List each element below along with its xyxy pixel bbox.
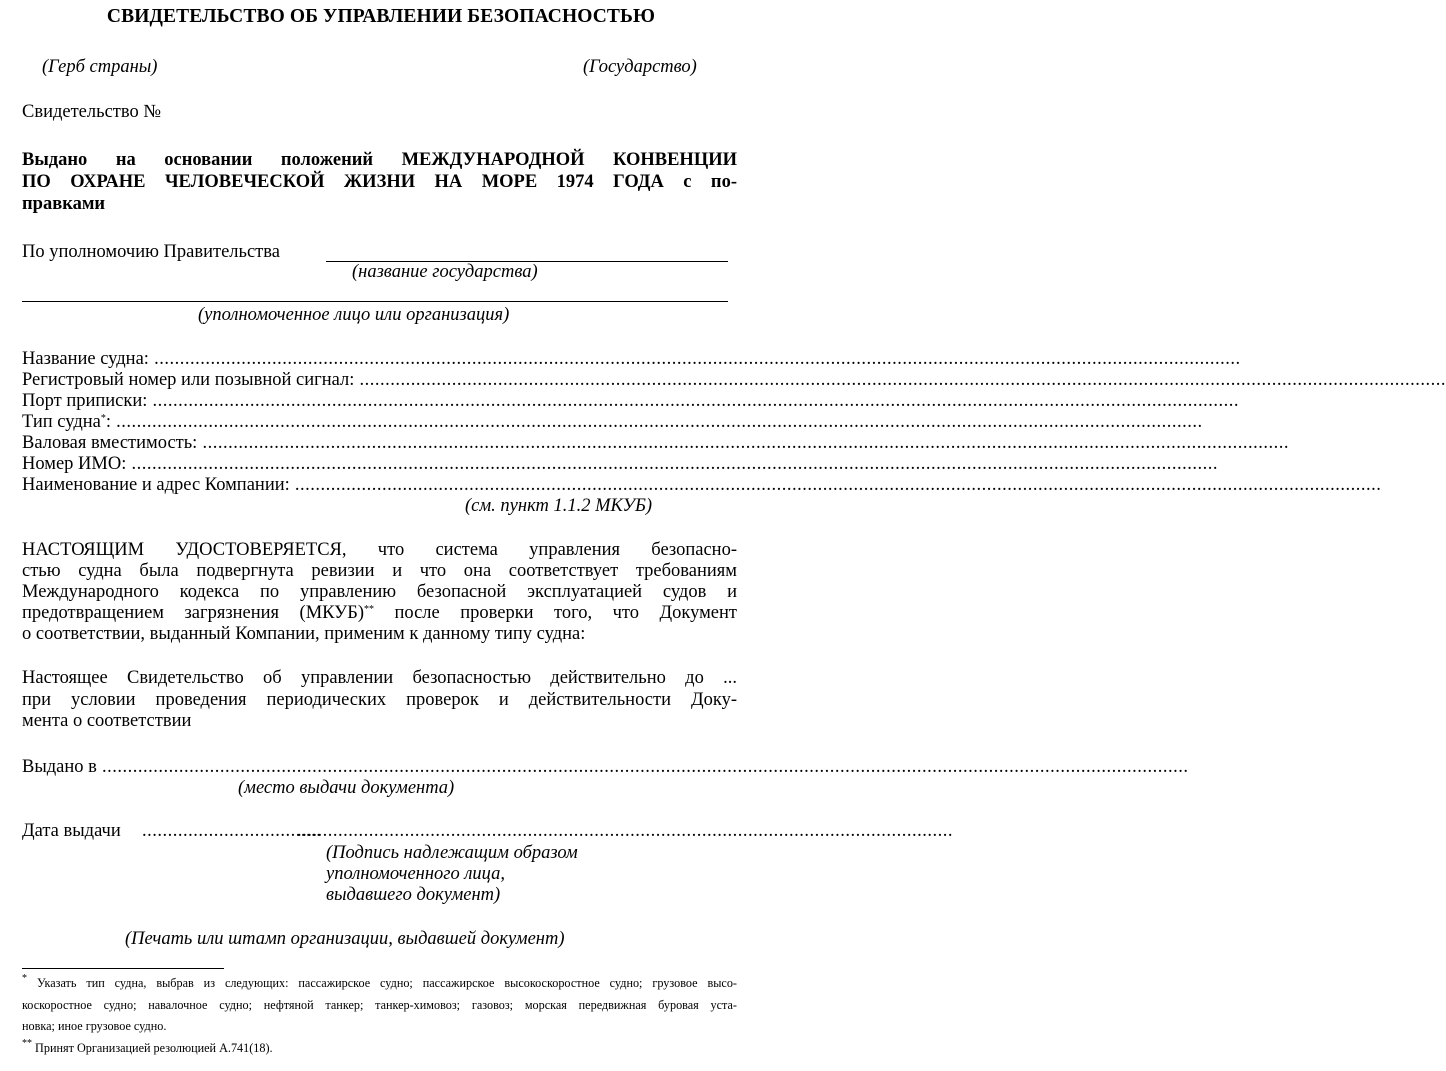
company-field: Наименование и адрес Компании: ....................................................................................................................................................................................................................: [22, 475, 1382, 495]
footnote-separator: [22, 968, 224, 969]
certify-line5: о соответствии, выданный Компании, применим к данному типу судна:: [22, 624, 586, 644]
footnote-ref-1: *: [100, 413, 106, 424]
certify-line3: Международного кодекса по управлению безопасной эксплуатацией судов и: [22, 582, 737, 602]
ship-type-field: Тип судна*: ....................................................................................................................................................................................................................: [22, 412, 1203, 432]
tonnage-label: Валовая вместимость:: [22, 433, 198, 453]
issued-basis-line2: ПО ОХРАНЕ ЧЕЛОВЕЧЕСКОЙ ЖИЗНИ НА МОРЕ 1974 ГОДА с по-: [22, 172, 737, 192]
certify-line2: стью судна была подвергнута ревизии и что она соответствует требованиям: [22, 561, 737, 581]
signature-caption-line3: выдавшего документ): [326, 885, 501, 905]
issued-at-label: Выдано в: [22, 757, 97, 777]
issue-date-label: Дата выдачи: [22, 821, 121, 841]
issued-at-caption: (место выдачи документа): [238, 778, 455, 798]
state-name-caption: (название государства): [352, 262, 538, 282]
validity-line3: мента о соответствии: [22, 711, 192, 731]
issued-basis-line1: Выдано на основании положений МЕЖДУНАРОДНОЙ КОНВЕНЦИИ: [22, 150, 737, 170]
ship-name-field: Название судна: ....................................................................................................................................................................................................................: [22, 349, 1241, 369]
company-label: Наименование и адрес Компании:: [22, 475, 290, 495]
signature-dots: ................................................................................................................................: [297, 821, 953, 841]
tonnage-field: Валовая вместимость: ....................................................................................................................................................................................................................: [22, 433, 1289, 453]
imo-label: Номер ИМО:: [22, 454, 127, 474]
footnote-1-line1: * Указать тип судна, выбрав из следующих: пассажирское судно; пассажирское высокоскоростное судно; грузовое высо-: [22, 973, 737, 990]
authorized-person-line: [22, 301, 728, 302]
port-field: Порт приписки: ....................................................................................................................................................................................................................: [22, 391, 1240, 411]
certify-line4: предотвращением загрязнения (МКУБ)** после проверки того, что Документ: [22, 603, 737, 623]
signature-caption-line1: (Подпись надлежащим образом: [326, 843, 578, 863]
signature-caption-line2: уполномоченного лица,: [326, 864, 506, 884]
issue-date-dots: ...................................: [142, 821, 322, 841]
company-reference: (см. пункт 1.1.2 МКУБ): [465, 496, 653, 516]
footnote-1-line2: коскоростное судно; навалочное судно; нефтяной танкер; танкер-химовоз; газовоз; морская передвижная буровая уста-: [22, 998, 737, 1012]
certify-line1: НАСТОЯЩИМ УДОСТОВЕРЯЕТСЯ, что система управления безопасно-: [22, 540, 737, 560]
state-caption: (Государство): [583, 57, 697, 77]
authorized-person-caption: (уполномоченное лицо или организация): [198, 305, 510, 325]
authority-label: По уполномочию Правительства: [22, 242, 280, 262]
seal-caption: (Печать или штамп организации, выдавшей документ): [125, 929, 565, 949]
imo-field: Номер ИМО: ....................................................................................................................................................................................................................: [22, 454, 1218, 474]
reg-number-field: Регистровый номер или позывной сигнал: ....................................................................................................................................................................................................................: [22, 370, 1446, 390]
issued-at-field: Выдано в ....................................................................................................................................................................................................................: [22, 757, 1189, 777]
page-title: СВИДЕТЕЛЬСТВО ОБ УПРАВЛЕНИИ БЕЗОПАСНОСТЬЮ: [106, 6, 656, 27]
ship-name-label: Название судна:: [22, 349, 149, 369]
issued-basis-line3: правками: [22, 194, 106, 214]
footnote-ref-2: **: [364, 604, 374, 615]
certificate-number-label: Свидетельство №: [22, 102, 161, 122]
port-label: Порт приписки:: [22, 391, 148, 411]
validity-line2: при условии проведения периодических проверок и действительности Доку-: [22, 690, 737, 710]
reg-number-label: Регистровый номер или позывной сигнал:: [22, 370, 355, 390]
footnote-1-line3: новка; иное грузовое судно.: [22, 1019, 167, 1033]
validity-line1: Настоящее Свидетельство об управлении безопасностью действительно до ...: [22, 668, 737, 688]
coat-of-arms-caption: (Герб страны): [42, 57, 158, 77]
footnote-2: ** Принят Организацией резолюцией А.741(18).: [22, 1038, 273, 1055]
ship-type-label: Тип судна: [22, 412, 101, 432]
